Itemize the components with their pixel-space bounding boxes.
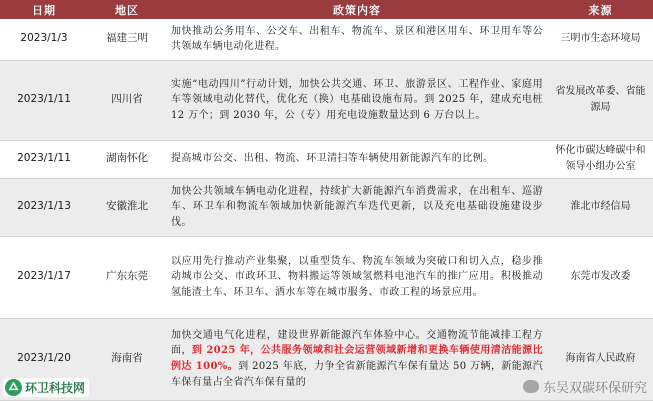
row-date: 2023/1/20 <box>0 318 88 400</box>
row-region: 安徽淮北 <box>88 178 166 236</box>
row-region: 海南省 <box>88 318 166 400</box>
watermark-logo-text: 环卫科技网 <box>25 381 86 395</box>
table-header <box>0 0 653 19</box>
row-region: 广东东莞 <box>88 236 166 318</box>
wechat-icon <box>523 380 539 393</box>
row-content: 实施“电动四川”行动计划，加快公共交通、环卫、旅游景区、工程作业、家庭用车等领域电动化替代，优化充（换）电基础设施布局。到 2025 年，建成充电桩 12 万个；到 2030 年，公（专）用充电设施数量达到 6 万台以上。 <box>166 60 548 140</box>
table-row <box>0 236 653 318</box>
row-date: 2023/1/11 <box>0 140 88 178</box>
content-text: 到 2025 年底，力争全省新能源汽车保有量达 50 万辆，新能源汽车保有量占全省汽车保有量的 <box>171 361 543 388</box>
table-row <box>0 140 653 178</box>
row-source: 东莞市发改委 <box>548 236 653 318</box>
watermark-logo <box>3 378 89 397</box>
header-region: 地区 <box>88 0 166 19</box>
row-source: 省发展改革委、省能源局 <box>548 60 653 140</box>
row-region: 福建三明 <box>88 19 166 60</box>
table-row <box>0 178 653 236</box>
watermark-source <box>523 377 647 396</box>
row-content: 加快公共领域车辆电动化进程，持续扩大新能源汽车消费需求，在出租车、巡游车、环卫车和物流车领域加快新能源汽车迭代更新，以及充电基础设施建设步伐。 <box>166 178 548 236</box>
row-date: 2023/1/13 <box>0 178 88 236</box>
watermark-source-text: 东吴双碳环保研究 <box>542 381 647 396</box>
row-content: 加快推动公务用车、公交车、出租车、物流车、景区和港区用车、环卫用车等公共领域车辆电动化进程。 <box>166 19 548 60</box>
row-source: 三明市生态环境局 <box>548 19 653 60</box>
row-source: 怀化市碳达峰碳中和领导小组办公室 <box>548 140 653 178</box>
row-source: 淮北市经信局 <box>548 178 653 236</box>
highlighted-target-text: 到 2025 年，公共服务领域和社会运营领域新增和更换车辆使用清洁能源比例达 100%。 <box>171 345 543 372</box>
row-content: 以应用先行推动产业集聚，以重型货车、物流车领域为突破口和切入点，稳步推动城市公交、市政环卫、物料搬运等领域氢燃料电池汽车的推广应用。积极推动氢能渣土车、环卫车、洒水车等在城市服务、市政工程的场景应用。 <box>166 236 548 318</box>
header-content: 政策内容 <box>166 0 548 19</box>
table-row <box>0 60 653 140</box>
row-region: 湖南怀化 <box>88 140 166 178</box>
table-row <box>0 19 653 60</box>
recycle-icon <box>5 379 22 396</box>
header-row <box>0 0 653 19</box>
row-source: 海南省人民政府 <box>548 318 653 400</box>
content-text: 加快交通电气化进程，建设世界新能源汽车体验中心。交通物流节能减排工程方面， <box>171 329 543 357</box>
row-content <box>166 318 548 400</box>
header-source: 来源 <box>548 0 653 19</box>
row-region: 四川省 <box>88 60 166 140</box>
header-date: 日期 <box>0 0 88 19</box>
row-date: 2023/1/11 <box>0 60 88 140</box>
row-content: 提高城市公交、出租、物流、环卫清扫等车辆使用新能源汽车的比例。 <box>166 140 548 178</box>
row-date: 2023/1/17 <box>0 236 88 318</box>
row-date: 2023/1/3 <box>0 19 88 60</box>
